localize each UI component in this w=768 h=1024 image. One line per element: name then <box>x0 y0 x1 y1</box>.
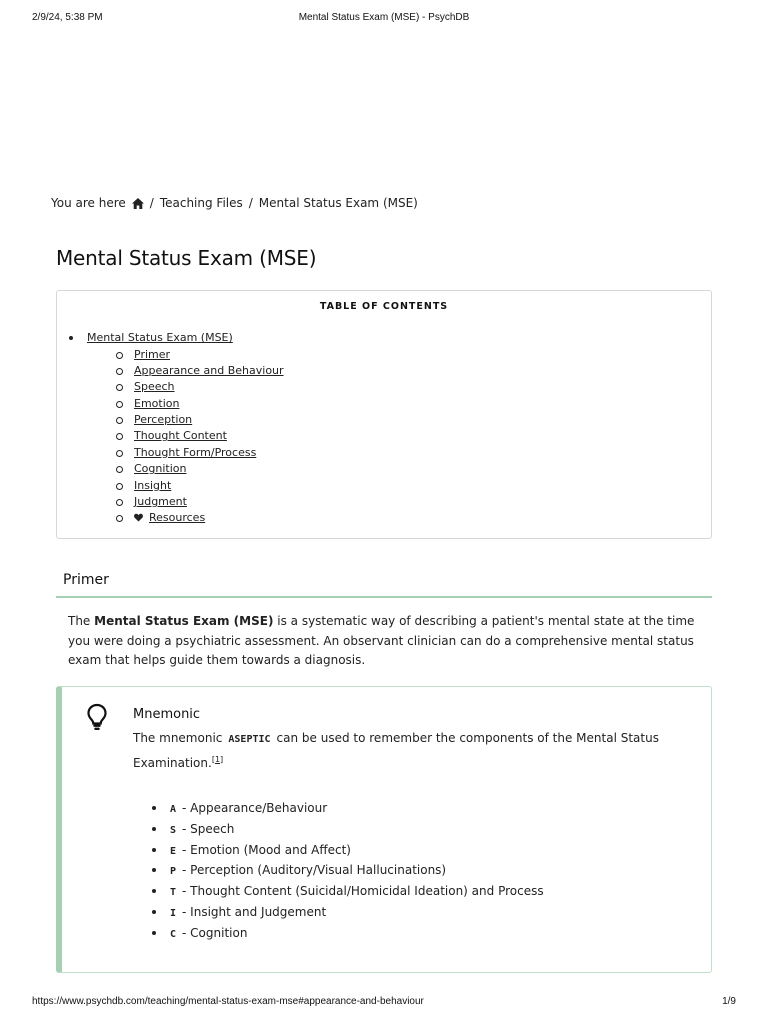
footnote-link[interactable]: [1] <box>211 754 224 764</box>
toc-item-resources <box>116 511 284 527</box>
toc-link-cognition[interactable]: Cognition <box>134 462 187 476</box>
toc-item-insight <box>116 479 284 495</box>
mnemonic-code: ASEPTIC <box>228 734 271 745</box>
toc-item-thought-content <box>116 429 284 445</box>
list-item-letter: I <box>170 907 177 919</box>
toc-link-appearance[interactable]: Appearance and Behaviour <box>134 363 284 377</box>
lightbulb-icon <box>86 703 108 731</box>
toc-title: TABLE OF CONTENTS <box>319 301 449 312</box>
list-item <box>152 798 544 819</box>
list-item <box>152 840 544 861</box>
toc-item-judgment <box>116 495 284 511</box>
list-item-letter: C <box>170 928 177 940</box>
toc-item-thought-form <box>116 446 284 462</box>
toc-item-perception <box>116 413 284 429</box>
breadcrumb-separator: / <box>149 196 154 210</box>
toc-link-thought-form[interactable]: Thought Form/Process <box>134 445 257 459</box>
toc-item-mental-status-exam <box>69 331 284 528</box>
toc-link-thought-content[interactable]: Thought Content <box>134 429 227 443</box>
list-item-letter: E <box>170 845 177 857</box>
primer-text-rest: is a systematic way of describing a patient's mental state at the time you were doing a psychiatric assessment. An observant clinician can do a comprehensive mental status exam that helps guide them towards a diagnosis. <box>68 614 695 667</box>
toc-link-mental-status-exam[interactable]: Mental Status Exam (MSE) <box>87 331 233 344</box>
mnemonic-callout <box>56 686 712 973</box>
table-of-contents <box>56 290 712 539</box>
list-item-text: - Cognition <box>182 925 248 940</box>
list-item-text: - Emotion (Mood and Affect) <box>182 842 351 857</box>
list-item <box>152 881 544 902</box>
toc-link-insight[interactable]: Insight <box>134 478 172 492</box>
list-item <box>152 923 544 944</box>
breadcrumb-teaching-files[interactable]: Teaching Files <box>159 196 243 210</box>
list-item-letter: S <box>170 824 177 836</box>
list-item-text: - Appearance/Behaviour <box>182 801 328 815</box>
list-item <box>152 860 544 881</box>
toc-item-appearance <box>116 364 284 380</box>
toc-link-perception[interactable]: Perception <box>134 413 193 427</box>
primer-heading: Primer <box>63 572 109 588</box>
primer-bold-term: Mental Status Exam (MSE) <box>94 614 274 628</box>
primer-text-start: The <box>68 614 95 628</box>
page-number: 1/9 <box>722 996 736 1007</box>
list-item-text: - Thought Content (Suicidal/Homicidal Ideation) and Process <box>182 884 544 899</box>
toc-link-resources[interactable]: Resources <box>149 511 206 525</box>
primer-section-header <box>56 564 712 598</box>
mnemonic-text-rest: can be used to remember the components of the Mental Status Examination. <box>133 731 659 770</box>
list-item-letter: A <box>170 804 177 815</box>
print-date: 2/9/24, 5:38 PM <box>32 12 103 23</box>
list-item-letter: T <box>170 887 177 899</box>
breadcrumb-current: Mental Status Exam (MSE) <box>258 196 418 210</box>
toc-item-cognition <box>116 462 284 478</box>
toc-link-primer[interactable]: Primer <box>134 347 171 361</box>
list-item-text: - Speech <box>182 821 235 836</box>
toc-sublist <box>87 348 284 528</box>
aseptic-list <box>152 798 544 944</box>
list-item-text: - Perception (Auditory/Visual Hallucinations) <box>182 863 447 878</box>
mnemonic-text-start: The mnemonic <box>133 731 223 745</box>
toc-link-speech[interactable]: Speech <box>134 380 175 394</box>
toc-item-speech <box>116 380 284 396</box>
breadcrumb-separator: / <box>248 196 253 210</box>
toc-link-emotion[interactable]: Emotion <box>134 396 180 410</box>
toc-item-emotion <box>116 397 284 413</box>
toc-item-primer <box>116 348 284 364</box>
breadcrumb <box>51 196 418 210</box>
list-item-text: - Insight and Judgement <box>182 904 327 919</box>
primer-paragraph <box>68 612 708 671</box>
list-item <box>152 902 544 923</box>
toc-link-judgment[interactable]: Judgment <box>134 495 187 509</box>
print-url: https://www.psychdb.com/teaching/mental-status-exam-mse#appearance-and-behaviour <box>32 996 424 1007</box>
list-item-letter: P <box>170 866 177 878</box>
breadcrumb-prefix: You are here <box>51 196 126 210</box>
list-item <box>152 819 544 840</box>
page-title: Mental Status Exam (MSE) <box>56 246 317 270</box>
home-icon[interactable] <box>132 198 144 209</box>
print-header <box>32 12 736 26</box>
print-document-title: Mental Status Exam (MSE) - PsychDB <box>298 12 470 23</box>
toc-list <box>69 331 284 528</box>
mnemonic-paragraph <box>133 729 673 773</box>
heart-icon <box>134 512 143 521</box>
print-footer <box>32 996 736 1010</box>
mnemonic-heading: Mnemonic <box>133 707 201 722</box>
